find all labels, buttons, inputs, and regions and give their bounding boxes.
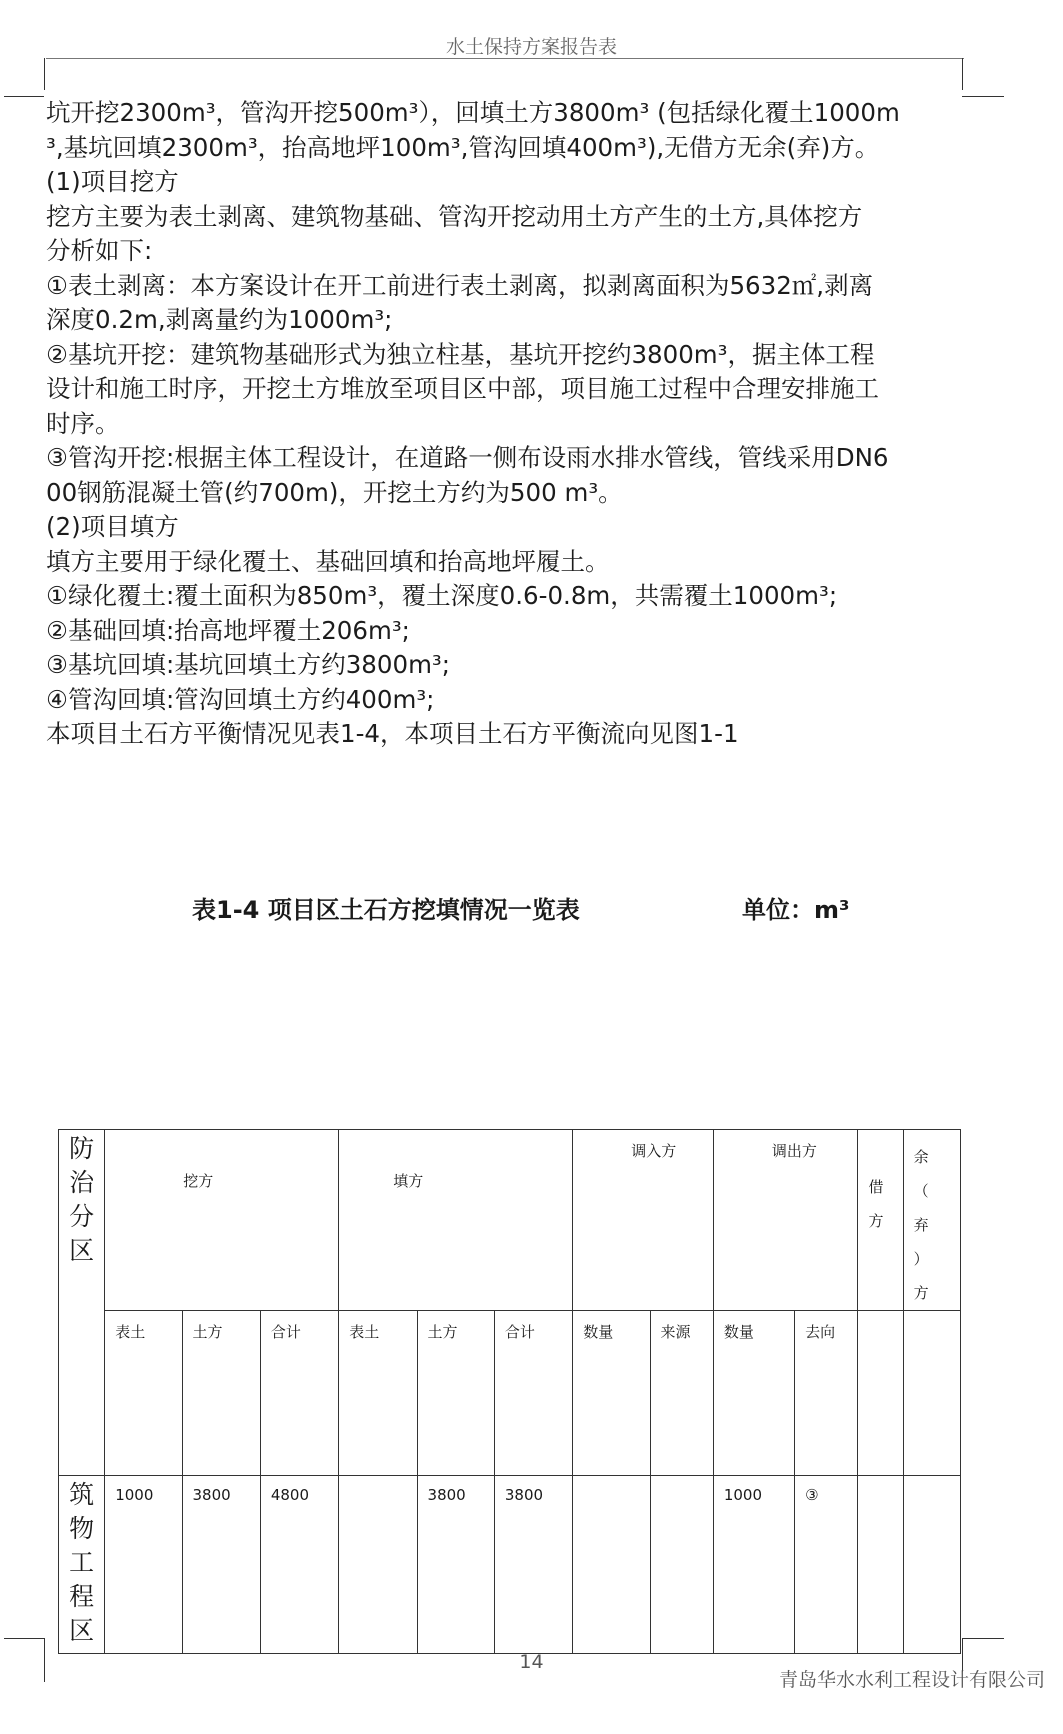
body-text: [46, 96, 966, 752]
subheader-cell: 数量: [573, 1311, 650, 1476]
paragraph-line: ④管沟回填:管沟回填土方约400m³;: [46, 684, 435, 714]
paragraph-line: ³,基坑回填2300m³，抬高地坪100m³,管沟回填400m³),无借方无余(弃)方。: [46, 132, 880, 162]
crop-mark: [44, 58, 45, 90]
table-cell: 3800: [417, 1476, 494, 1654]
row-zone: 筑 物 工 程 区: [59, 1476, 105, 1654]
table-cell: 3800: [182, 1476, 260, 1654]
paragraph-line: ②基础回填:抬高地坪覆土206m³;: [46, 615, 410, 645]
subheader-cell: 合计: [260, 1311, 338, 1476]
paragraph-line: 深度0.2m,剥离量约为1000m³;: [46, 305, 393, 334]
paragraph-line: ③基坑回填:基坑回填土方约3800m³;: [46, 650, 451, 679]
header-transfer-out: 调出方: [713, 1130, 858, 1311]
paragraph-line: 分析如下:: [46, 236, 153, 265]
crop-mark: [962, 96, 1004, 97]
table-cell: 1000: [105, 1476, 182, 1654]
table-row: [59, 1476, 961, 1654]
subheader-cell: [903, 1311, 960, 1476]
page-header-title: 水土保持方案报告表: [445, 36, 617, 58]
header-surplus: 余 （ 弃 ） 方: [903, 1130, 960, 1311]
paragraph-line: 00钢筋混凝土管(约700m)，开挖土方约为500 m³。: [46, 477, 623, 507]
paragraph-line: ①表土剥离：本方案设计在开工前进行表土剥离，拟剥离面积为5632㎡,剥离: [46, 270, 874, 300]
header-borrow: 借 方: [858, 1130, 903, 1311]
table-cell: ③: [795, 1476, 858, 1654]
company-name: 青岛华水水利工程设计有限公司: [778, 1669, 1045, 1691]
subheader-cell: 表土: [339, 1311, 417, 1476]
subheader-cell: 数量: [713, 1311, 794, 1476]
table-cell: [650, 1476, 713, 1654]
table-cell: [903, 1476, 960, 1654]
crop-mark: [4, 96, 44, 97]
table-caption-title: 表1-4 项目区土石方挖填情况一览表: [192, 896, 580, 924]
paragraph-line: 时序。: [46, 408, 120, 438]
section-heading: (2)项目填方: [46, 512, 179, 541]
paragraph-line: 坑开挖2300m³，管沟开挖500m³），回填土方3800m³ (包括绿化覆土1000m: [46, 98, 900, 127]
paragraph-line: ①绿化覆土:覆土面积为850m³，覆土深度0.6-0.8m，共需覆土1000m³;: [46, 581, 838, 610]
subheader-cell: 去向: [795, 1311, 858, 1476]
subheader-cell: 来源: [650, 1311, 713, 1476]
header-excavation: 挖方: [105, 1130, 339, 1311]
table-cell: [339, 1476, 417, 1654]
table-subheader-row: [59, 1311, 961, 1476]
table-header-row: [59, 1130, 961, 1311]
earthwork-table: [58, 1129, 961, 1654]
subheader-cell: 土方: [417, 1311, 494, 1476]
table-cell: 1000: [713, 1476, 794, 1654]
subheader-cell: 土方: [182, 1311, 260, 1476]
table-cell: [858, 1476, 903, 1654]
table-caption-unit: 单位：m³: [742, 896, 850, 924]
paragraph-line: ②基坑开挖：建筑物基础形式为独立柱基，基坑开挖约3800m³，据主体工程: [46, 339, 875, 369]
paragraph-line: ③管沟开挖:根据主体工程设计，在道路一侧布设雨水排水管线，管线采用DN6: [46, 443, 889, 472]
table-cell: 4800: [260, 1476, 338, 1654]
table-cell: [573, 1476, 650, 1654]
section-heading: (1)项目挖方: [46, 167, 179, 196]
header-transfer-in: 调入方: [573, 1130, 714, 1311]
subheader-cell: [858, 1311, 903, 1476]
crop-mark: [962, 1638, 1004, 1639]
paragraph-line: 设计和施工时序，开挖土方堆放至项目区中部，项目施工过程中合理安排施工: [46, 374, 879, 403]
crop-mark: [4, 1638, 44, 1639]
paragraph-line: 本项目土石方平衡情况见表1-4，本项目土石方平衡流向见图1-1: [46, 719, 739, 748]
subheader-cell: 表土: [105, 1311, 182, 1476]
crop-mark: [962, 58, 963, 90]
paragraph-line: 挖方主要为表土剥离、建筑物基础、管沟开挖动用土方产生的土方,具体挖方: [46, 201, 863, 231]
table-cell: 3800: [494, 1476, 572, 1654]
header-fill: 填方: [339, 1130, 573, 1311]
paragraph-line: 填方主要用于绿化覆土、基础回填和抬高地坪履土。: [46, 546, 610, 576]
subheader-cell: 合计: [494, 1311, 572, 1476]
page-number: 14: [519, 1651, 544, 1673]
header-zone: 防 治 分 区: [59, 1130, 105, 1476]
header-rule: [46, 58, 964, 59]
